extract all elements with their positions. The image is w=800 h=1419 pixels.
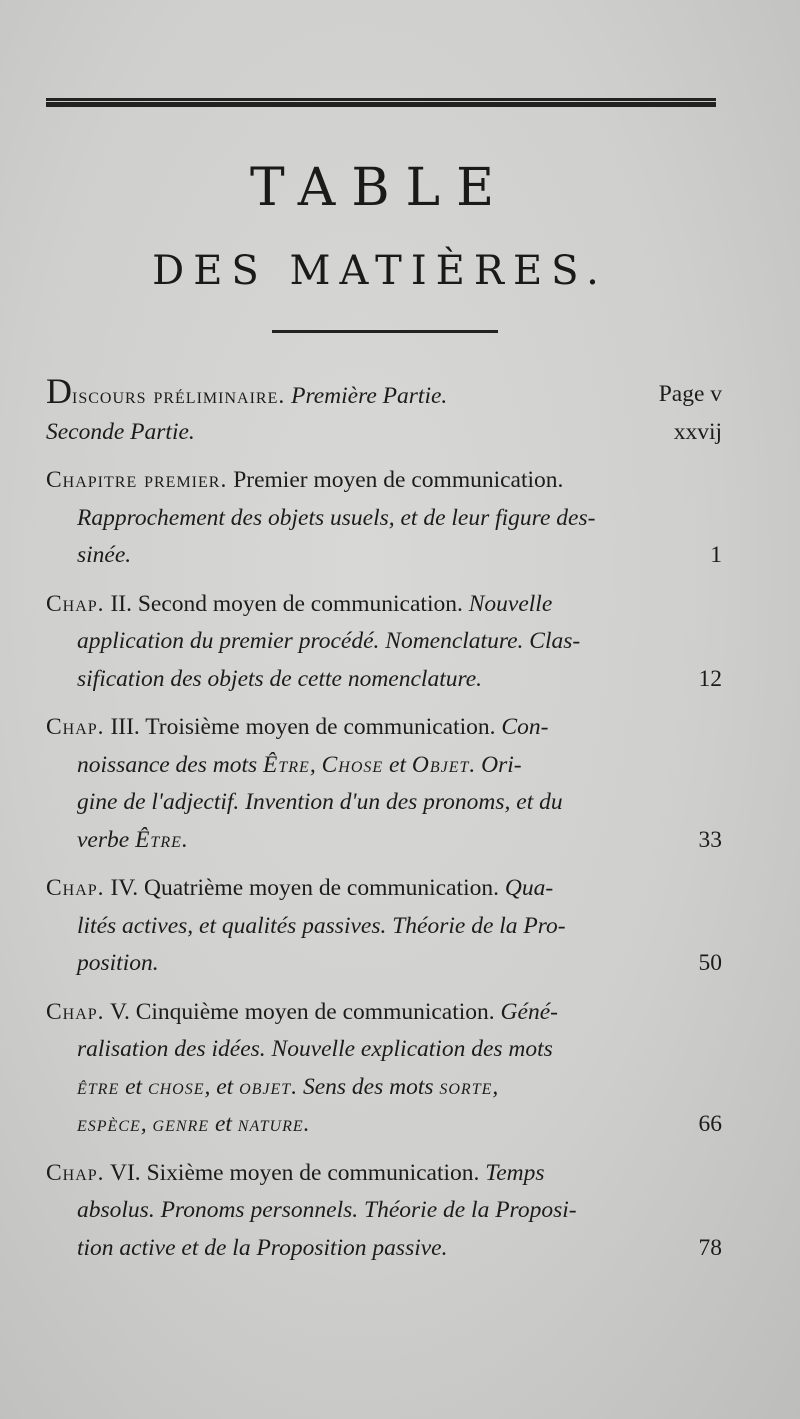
entry-text: Sixième moyen de communication. [146, 1159, 480, 1186]
table-of-contents [46, 371, 722, 1278]
toc-line [46, 784, 722, 822]
entry-text: tion active et de la Proposition passive. [77, 1234, 448, 1261]
entry-text: verbe [77, 826, 130, 853]
entry-label: Chap. [46, 998, 105, 1025]
entry-text: . Sens des mots [291, 1073, 434, 1100]
toc-line [46, 537, 722, 575]
entry-text: Seconde Partie. [46, 418, 195, 445]
entry-text: Premier moyen de communication. [233, 467, 564, 493]
page-number: xxvij [673, 418, 722, 445]
entry-text: et [389, 751, 406, 778]
toc-entry-chapitre-5 [46, 994, 722, 1144]
toc-line [46, 462, 722, 500]
entry-text: lités actives, et qualités passives. Théorie de la Pro- [77, 912, 566, 939]
entry-text: position. [77, 950, 159, 976]
page-subtitle: DES MATIÈRES. [152, 248, 608, 294]
toc-line [46, 822, 722, 860]
keyword: sorte [439, 1073, 493, 1100]
entry-text: gine de l'adjectif. Invention d'un des pronoms, et du [77, 789, 563, 815]
keyword: objet [239, 1073, 292, 1100]
toc-entry-chapitre-1 [46, 462, 722, 575]
keyword: nature [237, 1111, 304, 1137]
keyword: Chose [321, 751, 384, 778]
toc-line [46, 1230, 722, 1268]
entry-text: Temps [485, 1159, 545, 1186]
keyword: Objet [411, 751, 470, 778]
page-number: 12 [698, 665, 722, 692]
entry-text: Rapprochement des objets usuels, et de leur figure des- [77, 504, 596, 531]
entry-text: et [214, 1111, 232, 1137]
page-number: 66 [698, 1111, 722, 1137]
toc-line: espèce, genre et nature. 66 [46, 1106, 722, 1144]
entry-text: Con- [501, 714, 549, 740]
entry-text: Géné- [500, 998, 558, 1025]
entry-label: Chapitre premier. [46, 467, 228, 493]
toc-line [46, 1155, 722, 1193]
toc-line [46, 945, 722, 983]
toc-line [46, 1031, 722, 1069]
toc-line [46, 1192, 722, 1230]
page-number: Page v [658, 381, 722, 407]
page-number: 33 [698, 826, 722, 853]
chapter-number: II. [110, 590, 132, 617]
entry-label: Chap. [46, 590, 105, 617]
toc-entry-discours [46, 371, 722, 451]
keyword: être [77, 1073, 120, 1100]
toc-line [46, 908, 722, 946]
entry-text: Quatrième moyen de communication. [143, 875, 499, 901]
keyword: chose [147, 1073, 205, 1100]
page-number: 50 [698, 950, 722, 976]
top-double-rule [46, 98, 716, 107]
entry-text: sification des objets de cette nomenclature. [77, 665, 483, 692]
page-number: 1 [710, 542, 722, 568]
entry-text: , [492, 1073, 499, 1100]
chapter-number: VI. [110, 1159, 141, 1186]
toc-line: noissance des mots Être, Chose et Objet. Ori- [77, 751, 522, 778]
entry-text: et [125, 1073, 143, 1100]
entry-label: Chap. [46, 1159, 105, 1186]
page-number: 78 [698, 1234, 722, 1261]
toc-line [46, 994, 722, 1032]
toc-line [46, 661, 722, 699]
toc-line [46, 1069, 722, 1107]
chapter-number: IV. [110, 875, 139, 901]
keyword: espèce [77, 1111, 141, 1137]
entry-text: absolus. Pronoms personnels. Théorie de la Proposi- [77, 1197, 577, 1223]
entry-text: Second moyen de communication. [137, 590, 463, 617]
keyword: Être [135, 826, 182, 853]
drop-initial: D [46, 371, 72, 411]
entry-text: application du premier procédé. Nomenclature. Clas- [77, 628, 581, 654]
entry-text: Nouvelle [468, 590, 553, 617]
chapter-number: V. [110, 998, 130, 1025]
separator-rule [272, 330, 498, 333]
page-title: TABLE [249, 158, 511, 218]
entry-label: Chap. [46, 714, 105, 740]
toc-line [46, 870, 722, 908]
toc-line [46, 500, 722, 538]
entry-text: ralisation des idées. Nouvelle explication des mots [77, 1036, 553, 1062]
entry-text: . [181, 826, 188, 853]
entry-text: Troisième moyen de communication. [145, 714, 496, 740]
toc-entry-chapitre-2 [46, 586, 722, 699]
toc-entry-chapitre-6 [46, 1155, 722, 1268]
toc-line [46, 414, 722, 452]
entry-text: . Ori- [469, 751, 522, 778]
toc-line [46, 623, 722, 661]
chapter-number: III. [110, 714, 140, 740]
entry-text: Première Partie. [291, 383, 448, 409]
keyword: Être [263, 751, 310, 778]
entry-label: Chap. [46, 875, 105, 901]
toc-entry-chapitre-3 [46, 709, 722, 859]
entry-text: Qua- [504, 875, 554, 901]
entry-text: noissance des mots [77, 751, 258, 778]
entry-text: Cinquième moyen de communication. [135, 998, 495, 1025]
toc-entry-chapitre-4 [46, 870, 722, 983]
toc-line [46, 709, 722, 747]
toc-line [46, 586, 722, 624]
entry-label: iscours préliminaire. [72, 383, 286, 409]
keyword: genre [152, 1111, 210, 1137]
entry-text: sinée. [77, 542, 132, 568]
toc-line [46, 371, 722, 414]
entry-text: , et [204, 1073, 234, 1100]
entry-text: . [303, 1111, 310, 1137]
